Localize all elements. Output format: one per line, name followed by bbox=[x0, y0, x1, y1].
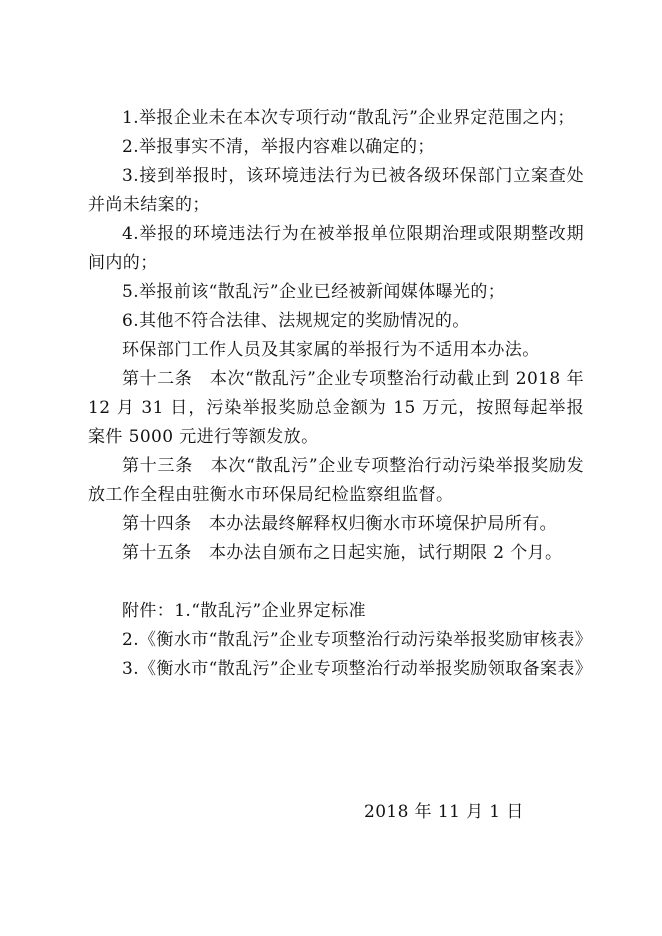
article-12: 第十二条 本次“散乱污”企业专项整治行动截止到 2018 年 12 月 31 日，污染举报奖励总金额为 15 万元，按照每起举报案件 5000 元进行等额发放。 bbox=[88, 369, 584, 447]
document-body bbox=[88, 104, 593, 684]
attachment-3: 3.《衡水市“散乱污”企业专项整治行动举报奖励领取备案表》 bbox=[122, 659, 593, 679]
blank-line bbox=[88, 568, 584, 597]
clause-item-1: 1.举报企业未在本次专项行动“散乱污”企业界定范围之内； bbox=[122, 108, 575, 128]
article-13: 第十三条 本次“散乱污”企业专项整治行动污染举报奖励发放工作全程由驻衡水市环保局纪检监察组监督。 bbox=[88, 456, 584, 505]
article-15: 第十五条 本办法自颁布之日起实施，试行期限 2 个月。 bbox=[122, 543, 563, 563]
attachment-1: 附件：1.“散乱污”企业界定标准 bbox=[122, 601, 367, 621]
document-date: 2018 年 11 月 1 日 bbox=[364, 802, 524, 822]
exclusion-note: 环保部门工作人员及其家属的举报行为不适用本办法。 bbox=[122, 340, 540, 360]
clause-item-5: 5.举报前该“散乱污”企业已经被新闻媒体曝光的； bbox=[122, 282, 506, 302]
clause-item-6: 6.其他不符合法律、法规规定的奖励情况的。 bbox=[122, 311, 470, 331]
clause-item-2: 2.举报事实不清，举报内容难以确定的； bbox=[122, 137, 435, 157]
clause-item-4: 4.举报的环境违法行为在被举报单位限期治理或限期整改期间内的； bbox=[88, 224, 584, 273]
attachment-2: 2.《衡水市“散乱污”企业专项整治行动污染举报奖励审核表》 bbox=[122, 630, 593, 650]
clause-item-3: 3.接到举报时，该环境违法行为已被各级环保部门立案查处并尚未结案的； bbox=[88, 166, 584, 215]
article-14: 第十四条 本办法最终解释权归衡水市环境保护局所有。 bbox=[122, 514, 557, 534]
